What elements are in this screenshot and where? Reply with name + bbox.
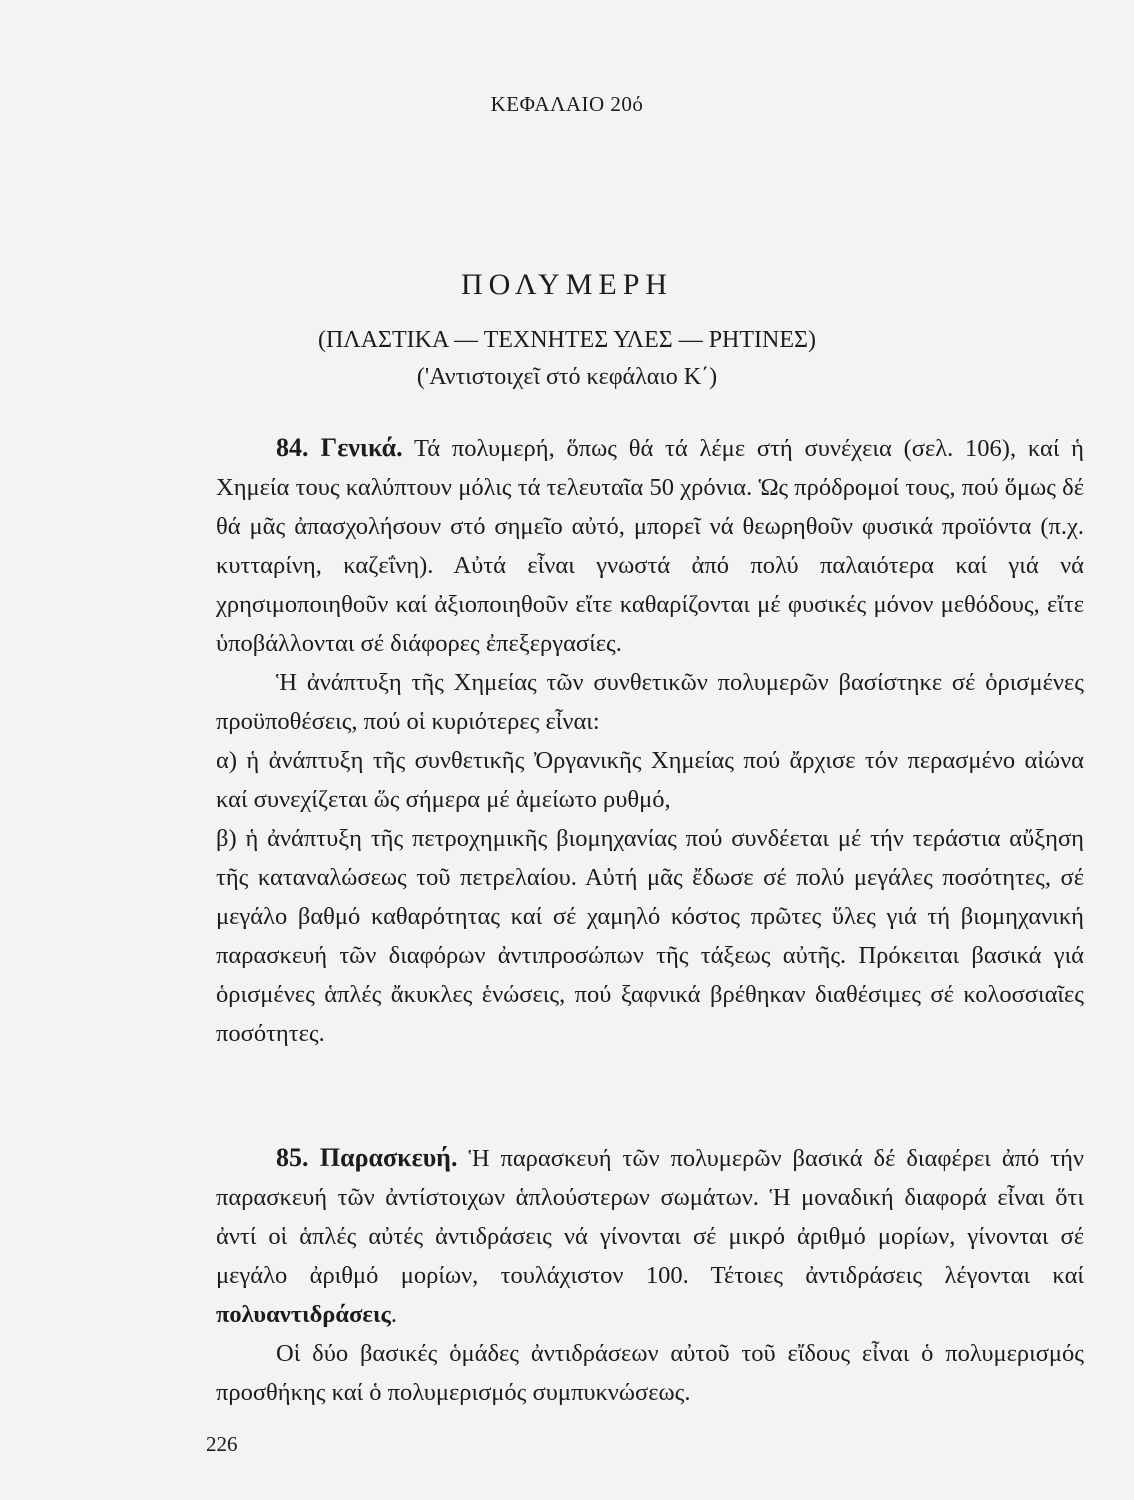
section-85-paragraph-2: Οἱ δύο βασικές ὁμάδες ἀντιδράσεων αὐτοῦ τοῦ εἴδους εἶναι ὁ πολυμερισμός προσθήκης καί ὁ πολυμερισμός συμπυκνώσεως. [216,1340,1084,1406]
section-84-text: Τά πολυμερή, ὅπως θά τά λέμε στή συνέχεια (σελ. 106), καί ἡ Χημεία τους καλύπτουν μόλις τά τελευταῖα 50 χρόνια. Ὡς πρόδρομοί τους, πού ὅμως δέ θά μᾶς ἀπασχολήσουν στό σημεῖο αὐτό, μπορεῖ νά θεωρηθοῦν φυσικά προϊόντα (π.χ. κυτταρίνη, καζεΐνη). Αὐτά εἶναι γνωστά ἀπό πολύ παλαιότερα καί γιά νά χρησιμοποιηθοῦν καί ἀξιοποιηθοῦν εἴτε καθαρίζονται μέ φυσικές μόνον μεθόδους, εἴτε ὑποβάλλονται σέ διάφορες ἐπεξεργασίες. [216,435,1084,657]
chapter-subtitle: (ΠΛΑΣΤΙΚΑ — ΤΕΧΝΗΤΕΣ ΥΛΕΣ — ΡΗΤΙΝΕΣ) [317,327,816,353]
section-85 [216,1138,1084,1412]
section-84 [216,428,1084,1053]
section-84-paragraph-1 [216,428,1084,663]
running-head: ΚΕΦΑΛΑΙΟ 20ό [490,92,644,116]
chapter-reference: ('Αντιστοιχεῖ στό κεφάλαιο Κ΄) [416,364,718,390]
chapter-title: ΠΟΛΥΜΕΡΗ [460,268,674,301]
section-85-bold-term: πολυαντιδράσεις [216,1301,391,1328]
section-85-text: Ἡ παρασκευή τῶν πολυμερῶν βασικά δέ διαφέρει ἀπό τήν παρασκευή τῶν ἀντίστοιχων ἁπλούστερων σωμάτων. Ἡ μοναδική διαφορά εἶναι ὅτι ἀντί οἱ ἁπλές αὐτές ἀντιδράσεις νά γίνονται σέ μικρό ἀριθμό μορίων, γίνονται σέ μεγάλο ἀριθμό μορίων, τουλάχιστον 100. Τέτοιες ἀντιδράσεις λέγονται καί [216,1145,1085,1289]
section-85-paragraph-1 [216,1138,1084,1334]
section-84-item-b: β) ἡ ἀνάπτυξη τῆς πετροχημικῆς βιομηχανίας πού συνδέεται μέ τήν τεράστια αὔξηση τῆς καταναλώσεως τοῦ πετρελαίου. Αὐτή μᾶς ἔδωσε σέ πολύ μεγάλες ποσότητες, σέ μεγάλο βαθμό καθαρότητας καί σέ χαμηλό κόστος πρῶτες ὕλες γιά τή βιομηχανική παρασκευή τῶν διαφόρων ἀντιπροσώπων τῆς τάξεως αὐτῆς. Πρόκειται βασικά γιά ὁρισμένες ἁπλές ἄκυκλες ἑνώσεις, πού ξαφνικά βρέθηκαν διαθέσιμες σέ κολοσσιαῖες ποσότητες. [216,825,1084,1047]
page-number: 226 [206,1432,238,1456]
section-85-heading: 85. Παρασκευή. [276,1143,458,1172]
section-84-heading: 84. Γενικά. [276,433,403,462]
section-85-text-end: . [390,1301,397,1328]
section-84-paragraph-2: Ἡ ἀνάπτυξη τῆς Χημείας τῶν συνθετικῶν πολυμερῶν βασίστηκε σέ ὁρισμένες προϋποθέσεις, πού οἱ κυριότερες εἶναι: [216,669,1084,735]
section-84-item-a: α) ἡ ἀνάπτυξη τῆς συνθετικῆς Ὀργανικῆς Χημείας πού ἄρχισε τόν περασμένο αἰώνα καί συνεχίζεται ὥς σήμερα μέ ἀμείωτο ρυθμό, [216,747,1084,813]
